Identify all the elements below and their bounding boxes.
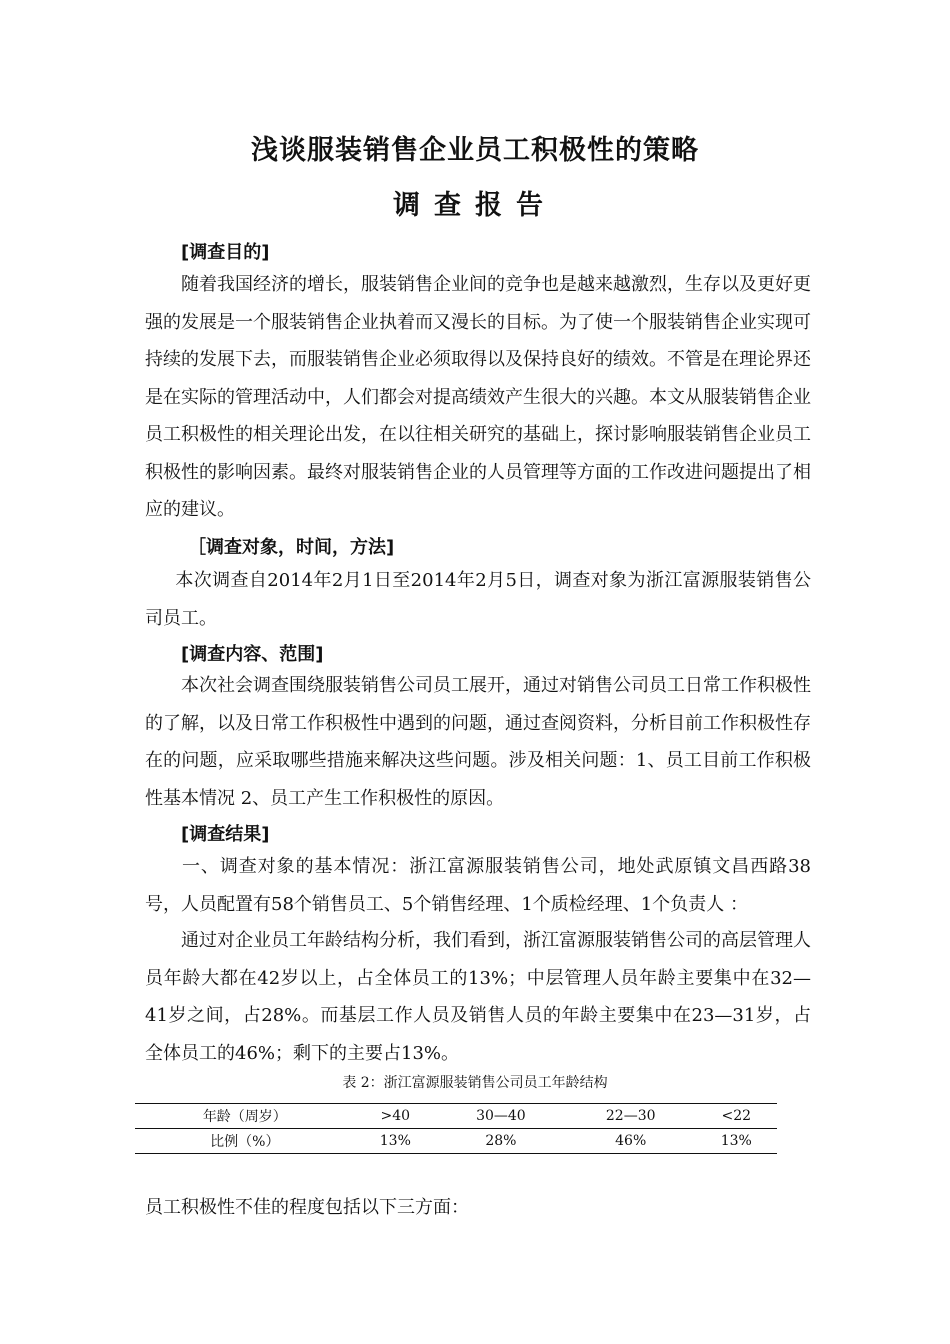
table-caption: 表 2：浙江富源服装销售公司员工年龄结构: [342, 1075, 608, 1091]
paragraph-results-age-text: 通过对企业员工年龄结构分析，我们看到，浙江富源服装销售公司的高层管理人员年龄大都在42岁以上，占全体员工的13%；中层管理人员年龄主要集中在32—41岁之间，占28%。而基层工作人员及销售人员的年龄主要集中在23—31岁，占全体员工的46%；剩下的主要占13%。: [145, 930, 811, 1064]
table-col-header: 30—40: [436, 1104, 566, 1129]
paragraph-scope: [145, 667, 811, 817]
section-heading-scope: [调查内容、范围]: [181, 644, 324, 665]
paragraph-results-basic: [145, 848, 811, 923]
table-cell: 46%: [566, 1129, 696, 1154]
table-cell: 13%: [696, 1129, 777, 1154]
paragraph-purpose-text: 随着我国经济的增长，服装销售企业间的竞争也是越来越激烈，生存以及更好更强的发展是一个服装销售企业执着而又漫长的目标。为了使一个服装销售企业实现可持续的发展下去，而服装销售企业必须取得以及保持良好的绩效。不管是在理论界还是在实际的管理活动中，人们都会对提高绩效产生很大的兴趣。本文从服装销售企业员工积极性的相关理论出发，在以往相关研究的基础上，探讨影响服装销售企业员工积极性的影响因素。最终对服装销售企业的人员管理等方面的工作改进问题提出了相应的建议。: [145, 274, 811, 520]
closing-paragraph: 员工积极性不佳的程度包括以下三方面：: [145, 1197, 469, 1218]
section-heading-object: ［调查对象，时间，方法]: [188, 537, 395, 558]
paragraph-object: [145, 562, 811, 637]
age-structure-table: [135, 1103, 777, 1154]
table-row: [135, 1129, 777, 1154]
paragraph-results-age: [145, 922, 811, 1072]
table-col-header: <22: [696, 1104, 777, 1129]
section-heading-purpose: [调查目的]: [181, 242, 270, 263]
paragraph-purpose: [145, 266, 811, 529]
paragraph-scope-text: 本次社会调查围绕服装销售公司员工展开，通过对销售公司员工日常工作积极性的了解，以及日常工作积极性中遇到的问题，通过查阅资料，分析目前工作积极性存在的问题，应采取哪些措施来解决这些问题。涉及相关问题：1、员工目前工作积极性基本情况 2、员工产生工作积极性的原因。: [145, 675, 811, 809]
section-heading-results: [调查结果]: [181, 824, 270, 845]
table-row-label: 比例（%）: [135, 1129, 355, 1154]
table-col-header: 22—30: [566, 1104, 696, 1129]
table-col-header: >40: [355, 1104, 436, 1129]
table-header-label: 年龄（周岁）: [135, 1104, 355, 1129]
document-title: 浅谈服装销售企业员工积极性的策略: [251, 135, 699, 166]
table-cell: 13%: [355, 1129, 436, 1154]
paragraph-object-text: 本次调查自2014年2月1日至2014年2月5日，调查对象为浙江富源服装销售公司员工。: [145, 570, 811, 629]
paragraph-results-basic-text: 一、调查对象的基本情况：浙江富源服装销售公司，地处武原镇文昌西路38号，人员配置有58个销售员工、5个销售经理、1个质检经理、1个负责人 ：: [145, 856, 811, 915]
table-cell: 28%: [436, 1129, 566, 1154]
table-row: [135, 1104, 777, 1129]
document-subtitle: 调查报告: [393, 190, 557, 221]
